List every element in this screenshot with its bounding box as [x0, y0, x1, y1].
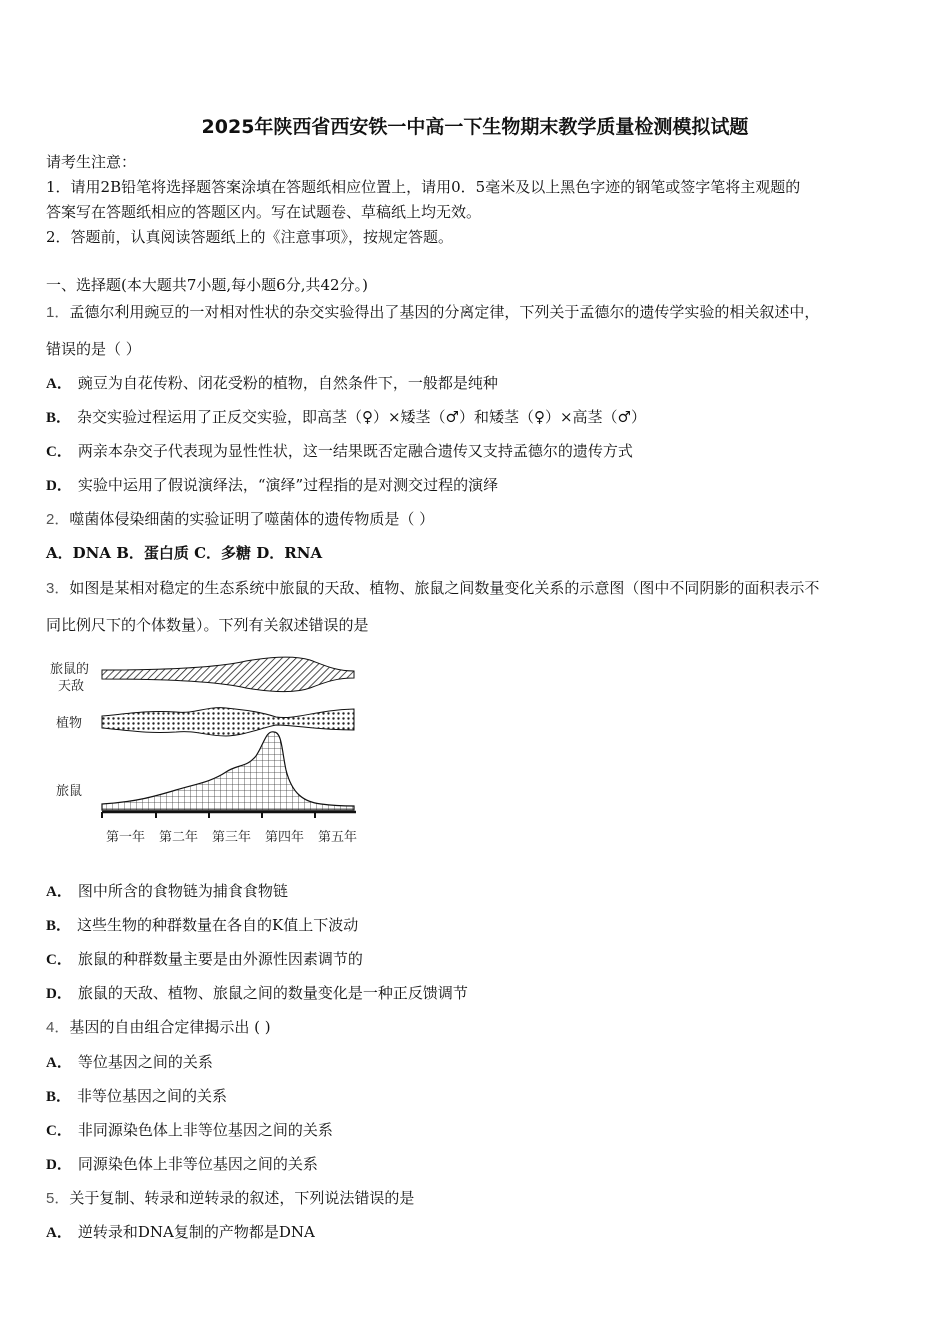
q4-option-d: D． 同源染色体上非等位基因之间的关系: [46, 1155, 318, 1173]
q1-option-b: B． 杂交实验过程运用了正反交实验，即高茎（♀）×矮茎（♂）和矮茎（♀）×高茎（♂）: [46, 408, 646, 426]
q2-options: A．DNA B．蛋白质 C．多糖 D．RNA: [46, 544, 323, 562]
q1-option-d: D． 实验中运用了假说演绎法，“演绎”过程指的是对测交过程的演绎: [46, 476, 499, 494]
plant-band: [102, 708, 354, 736]
label-lemming: 旅鼠: [56, 784, 83, 799]
notice-line-1a: 1．请用2B铅笔将选择题答案涂填在答题纸相应位置上，请用0．5毫米及以上黑色字迹的钢笔或签字笔将主观题的: [46, 178, 801, 196]
q1-option-c: C． 两亲本杂交子代表现为显性性状，这一结果既否定融合遗传又支持孟德尔的遗传方式: [46, 442, 633, 460]
q3-option-d: D． 旅鼠的天敌、植物、旅鼠之间的数量变化是一种正反馈调节: [46, 984, 468, 1002]
year-2-label: 第二年: [159, 830, 199, 845]
q4-option-c: C． 非同源染色体上非等位基因之间的关系: [46, 1121, 333, 1139]
year-3-label: 第三年: [212, 830, 252, 845]
question-2-stem: 2．噬菌体侵染细菌的实验证明了噬菌体的遗传物质是（ ）: [46, 510, 435, 528]
label-plant: 植物: [56, 716, 83, 731]
notice-line-1b: 答案写在答题纸相应的答题区内。写在试题卷、草稿纸上均无效。: [46, 203, 482, 221]
q3-option-c: C． 旅鼠的种群数量主要是由外源性因素调节的: [46, 950, 363, 968]
q4-option-a: A． 等位基因之间的关系: [46, 1053, 213, 1071]
population-figure: [46, 646, 368, 848]
year-5-label: 第五年: [318, 830, 358, 845]
notice-line-2: 2．答题前，认真阅读答题纸上的《注意事项》，按规定答题。: [46, 228, 454, 246]
label-predator-b: 天敌: [58, 679, 85, 694]
year-1-label: 第一年: [106, 830, 146, 845]
question-3-stem: 3．如图是某相对稳定的生态系统中旅鼠的天敌、植物、旅鼠之间数量变化关系的示意图（图中不同阴影的面积表示不: [46, 579, 820, 597]
q3-option-a: A． 图中所含的食物链为捕食食物链: [46, 882, 288, 900]
q4-option-b: B． 非等位基因之间的关系: [46, 1087, 228, 1105]
q1-option-a: A． 豌豆为自花传粉、闭花受粉的植物，自然条件下，一般都是纯种: [46, 374, 498, 392]
lemming-area: [102, 732, 354, 810]
page-title: 2025年陕西省西安铁一中高一下生物期末教学质量检测模拟试题: [201, 116, 749, 138]
q5-option-a: A． 逆转录和DNA复制的产物都是DNA: [46, 1223, 315, 1241]
question-1-stem-cont: 错误的是（ ）: [46, 340, 141, 358]
question-3-stem-cont: 同比例尺下的个体数量）。下列有关叙述错误的是: [46, 616, 369, 634]
label-predator-a: 旅鼠的: [50, 662, 90, 677]
question-4-stem: 4．基因的自由组合定律揭示出 ( ): [46, 1018, 271, 1036]
notice-heading: 请考生注意：: [46, 153, 137, 171]
question-1-stem: 1．孟德尔利用豌豆的一对相对性状的杂交实验得出了基因的分离定律，下列关于孟德尔的遗传学实验的相关叙述中，: [46, 303, 820, 321]
section-heading: 一、选择题(本大题共7小题,每小题6分,共42分。): [46, 276, 368, 294]
q3-option-b: B． 这些生物的种群数量在各自的K值上下波动: [46, 916, 359, 934]
predator-band: [102, 657, 354, 692]
question-5-stem: 5．关于复制、转录和逆转录的叙述，下列说法错误的是: [46, 1189, 415, 1207]
year-4-label: 第四年: [265, 830, 305, 845]
